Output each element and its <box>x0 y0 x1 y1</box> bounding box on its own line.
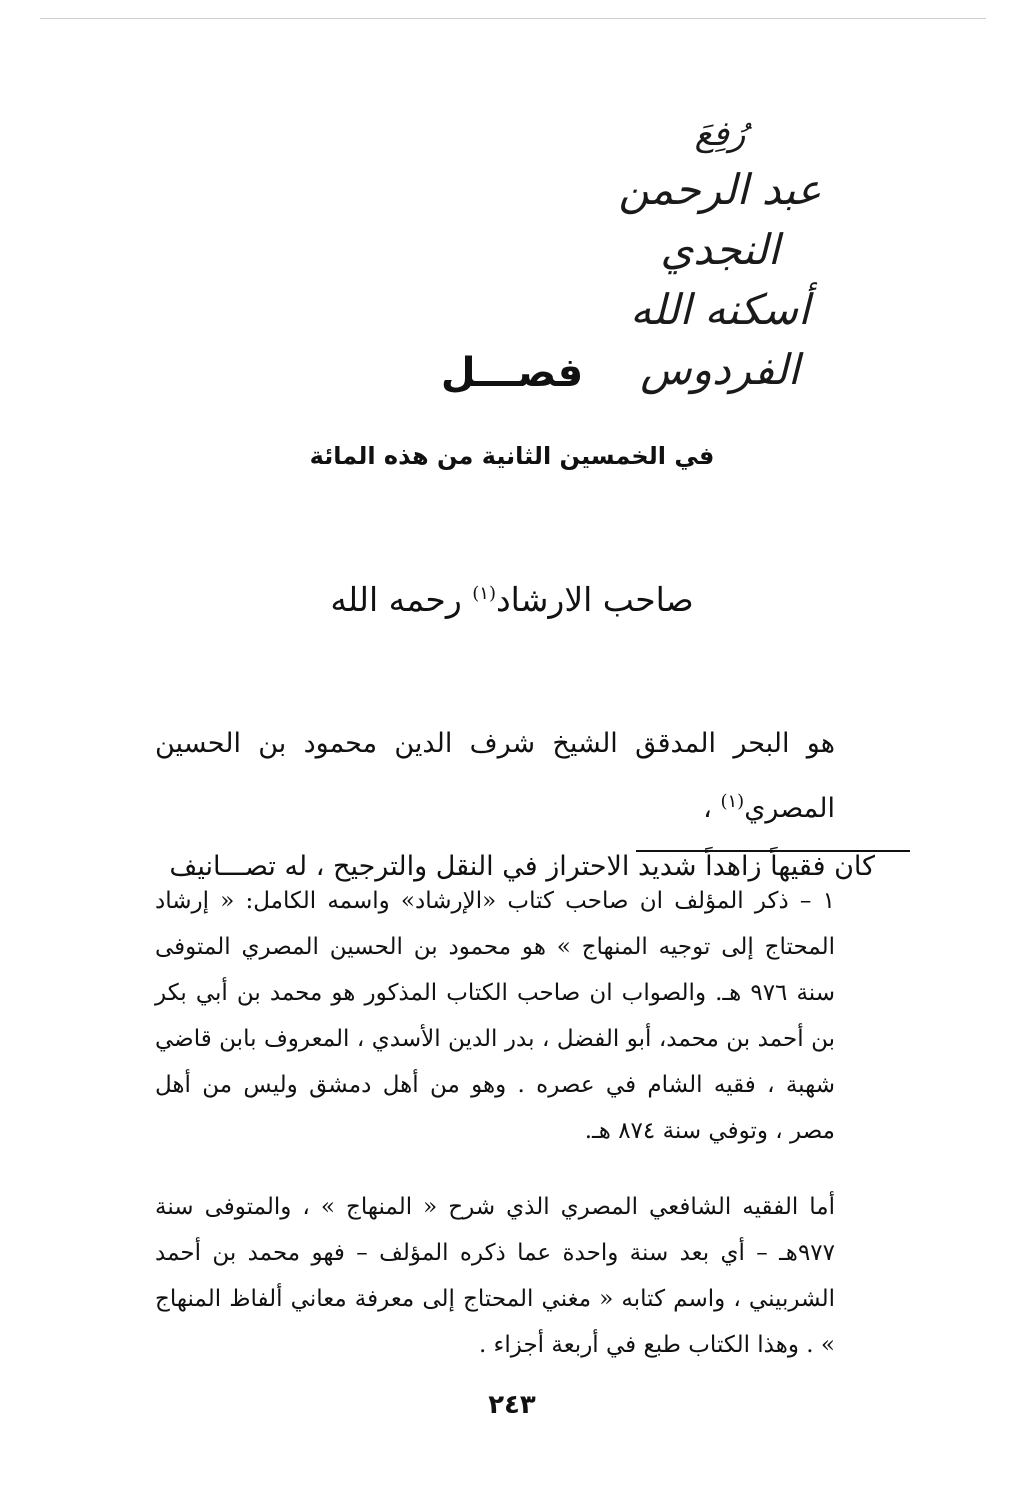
body-text <box>155 715 875 896</box>
section-heading <box>0 580 1024 619</box>
body-line-1-text: هو البحر المدقق الشيخ شرف الدين محمود بن الحسين المصري <box>155 728 835 824</box>
footnote-separator <box>636 850 910 852</box>
top-border-line <box>40 18 986 19</box>
body-line-1 <box>155 715 875 838</box>
section-heading-suffix: رحمه الله <box>330 580 462 619</box>
page-number: ٢٤٣ <box>488 1390 536 1420</box>
footnote-ref: (١) <box>472 583 496 604</box>
body-line-2: كان فقيهاً زاهداً شديد الاحتراز في النقل والترجيح ، له تصـــانيف <box>169 851 875 882</box>
stamp-line-1: رُفِعَ <box>694 114 746 154</box>
stamp-line-3: أسكنه الله الفردوس <box>630 285 810 394</box>
section-heading-text: صاحب الارشاد <box>495 580 694 619</box>
chapter-subtitle: في الخمسين الثانية من هذه المائة <box>309 442 715 470</box>
footnote-ref: (١) <box>720 791 745 812</box>
body-line-1-comma: ، <box>703 793 712 824</box>
footnote-1: ١ – ذكر المؤلف ان صاحب كتاب «الإرشاد» واسمه الكامل: « إرشاد المحتاج إلى توجيه المنهاج » هو محمود بن الحسين المصري المتوفى سنة ٩٧٦ هـ. والصواب ان صاحب الكتاب المذكور هو محمد بن أبي بكر بن أحمد بن محمد، أبو الفضل ، بدر الدين الأسدي ، المعروف بابن قاضي شهبة ، فقيه الشام في عصره . وهو من أهل دمشق وليس من أهل مصر ، وتوفي سنة ٨٧٤ هـ. <box>155 888 835 1144</box>
stamp-line-2: عبد الرحمن النجدي <box>618 165 822 274</box>
chapter-title: فصـــل <box>440 350 584 396</box>
footnote-2: أما الفقيه الشافعي المصري الذي شرح « المنهاج » ، والمتوفى سنة ٩٧٧هـ – أي بعد سنة واحدة عما ذكره المؤلف – فهو محمد بن أحمد الشربيني ، واسم كتابه « مغني المحتاج إلى معرفة معاني ألفاظ المنهاج » . وهذا الكتاب طبع في أربعة أجزاء . <box>155 1194 835 1358</box>
footnotes <box>155 878 875 1368</box>
